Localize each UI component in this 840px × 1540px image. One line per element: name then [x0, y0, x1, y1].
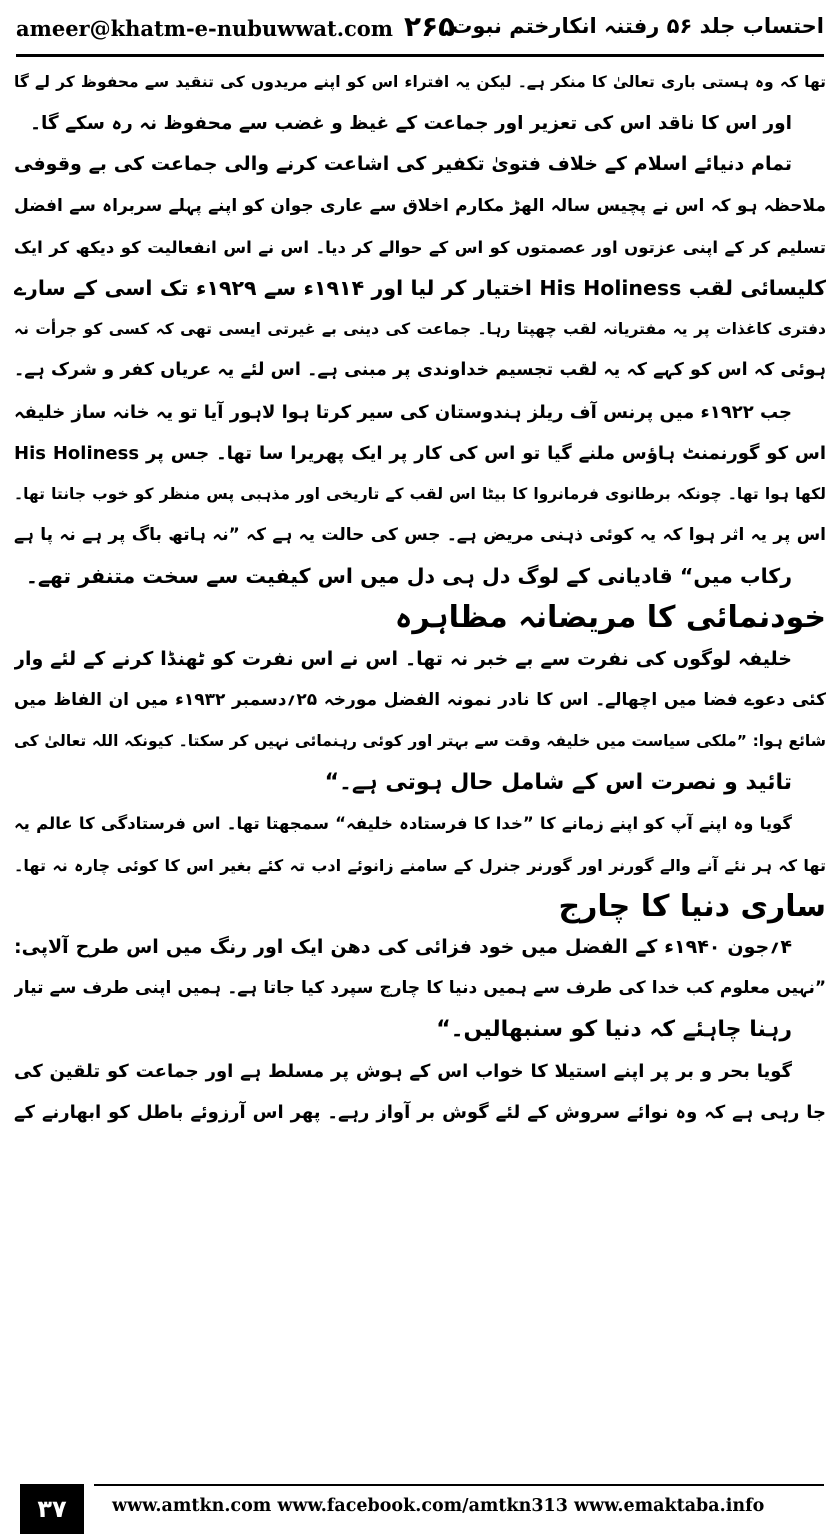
- text-line: کلیسائی لقب His Holiness اختیار کر لیا اور ۱۹۱۴ء سے ۱۹۲۹ء تک اسی کے سارے: [14, 275, 826, 300]
- text-line: رکاب میں“ قادیانی کے لوگ دل ہی دل میں اس کیفیت سے سخت متنفر تھے۔: [25, 564, 792, 589]
- header-running-title: احتساب جلد ۵۶ رفتنہ انکارختم نبوت: [451, 14, 824, 38]
- text-line: اور اس کا ناقد اس کی تعزیر اور جماعت کے غیظ و غضب سے محفوظ نہ رہ سکے گا۔: [30, 113, 792, 135]
- text-line: گویا وہ اپنے آپ کو اپنے زمانے کا ”خدا کا فرستادہ خلیفہ“ سمجھتا تھا۔ اس فرستادگی کا عالم یہ: [14, 814, 792, 834]
- text-line: تائید و نصرت اس کے شامل حال ہوتی ہے۔“: [324, 770, 792, 796]
- page-body: [14, 62, 826, 1467]
- text-line: رہنا چاہئے کہ دنیا کو سنبھالیں۔“: [436, 1017, 792, 1043]
- text-line: تھا کہ وہ ہستی باری تعالیٰ کا منکر ہے۔ لیکن یہ افتراء اس کو اپنے مریدوں کی تنقید سے محفوظ کر لے گا: [14, 73, 826, 91]
- header-page-number: ۲۶۵: [404, 10, 456, 43]
- section-heading: خودنمائی کا مریضانہ مظاہرہ: [394, 600, 826, 636]
- text-line: جب ۱۹۲۲ء میں پرنس آف ریلز ہندوستان کی سیر کرتا ہوا لاہور آیا تو یہ خانہ ساز خلیفہ: [14, 401, 792, 423]
- footer-links: www.amtkn.com www.facebook.com/amtkn313 www.emaktaba.info: [112, 1496, 765, 1516]
- text-line: تسلیم کر کے اپنی عزتوں اور عصمتوں کو اس کے حوالے کر دیا۔ اس نے اس انفعالیت کو دیکھ کر ایک: [14, 237, 826, 257]
- text-line: ہوئی کہ اس کو کہے کہ یہ لقب تجسیم خداوندی پر مبنی ہے۔ اس لئے یہ عریاں کفر و شرک ہے۔: [14, 360, 826, 381]
- text-line: گویا بحر و بر پر اپنے استیلا کا خواب اس کے ہوش پر مسلط ہے اور جماعت کو تلقین کی: [14, 1060, 792, 1082]
- text-line: شائع ہوا: ”ملکی سیاست میں خلیفہ وقت سے بہتر اور کوئی رہنمائی نہیں کر سکتا۔ کیونکہ اللہ تعالیٰ کی: [14, 732, 826, 750]
- text-line: کئی دعوے فضا میں اچھالے۔ اس کا نادر نمونہ الفضل مورخہ ۲۵؍دسمبر ۱۹۳۲ء میں ان الفاظ میں: [14, 689, 826, 710]
- section-heading: ساری دنیا کا چارج: [558, 888, 826, 924]
- text-line: ۴؍جون ۱۹۴۰ء کے الفضل میں خود فزائی کی دھن ایک اور رنگ میں اس طرح آلاپی:: [14, 935, 792, 958]
- text-line: تمام دنیائے اسلام کے خلاف فتویٰ تکفیر کی اشاعت کرنے والی جماعت کی بے وقوفی: [14, 153, 792, 176]
- text-line: خلیفہ لوگوں کی نفرت سے بے خبر نہ تھا۔ اس نے اس نفرت کو ٹھنڈا کرنے کے لئے وار: [14, 647, 792, 670]
- text-line: تھا کہ ہر نئے آنے والے گورنر اور گورنر جنرل کے سامنے زانوئے ادب تہ کئے بغیر اس کا کوئی چارہ نہ تھا۔: [14, 855, 826, 875]
- text-line: دفتری کاغذات پر یہ مفتریانہ لقب چھپتا رہا۔ جماعت کی دینی بے غیرتی ایسی تھی کہ کسی کو جرأت نہ: [14, 320, 826, 339]
- header-email: ameer@khatm-e-nubuwwat.com: [16, 16, 394, 41]
- text-line: اس پر یہ اثر ہوا کہ یہ کوئی ذہنی مریض ہے۔ جس کی حالت یہ ہے کہ ”نہ ہاتھ باگ پر ہے نہ پا ہے: [14, 525, 826, 546]
- page-footer: [0, 1480, 840, 1540]
- page-header: [16, 10, 824, 54]
- header-rule: [16, 54, 824, 57]
- footer-page-box: ۳۷: [20, 1484, 84, 1534]
- text-line: اس کو گورنمنٹ ہاؤس ملنے گیا تو اس کی کار پر ایک پھریرا سا تھا۔ جس پر His Holiness: [14, 442, 826, 464]
- text-line: ملاحظہ ہو کہ اس نے پچیس سالہ الھڑ مکارم اخلاق سے عاری جوان کو اپنے پہلے سربراہ سے افضل: [14, 195, 826, 216]
- text-line: جا رہی ہے کہ وہ نوائے سروش کے لئے گوش بر آواز رہے۔ پھر اس آرزوئے باطل کو ابھارنے کے: [14, 1101, 826, 1123]
- footer-rule: [94, 1484, 824, 1486]
- text-line: ”نہیں معلوم کب خدا کی طرف سے ہمیں دنیا کا چارج سپرد کیا جاتا ہے۔ ہمیں اپنی طرف سے تیار: [14, 978, 826, 999]
- text-line: لکھا ہوا تھا۔ چونکہ برطانوی فرمانروا کا بیٹا اس لقب کے تاریخی اور مذہبی پس منظر کو خوب جانتا تھا۔: [14, 484, 826, 503]
